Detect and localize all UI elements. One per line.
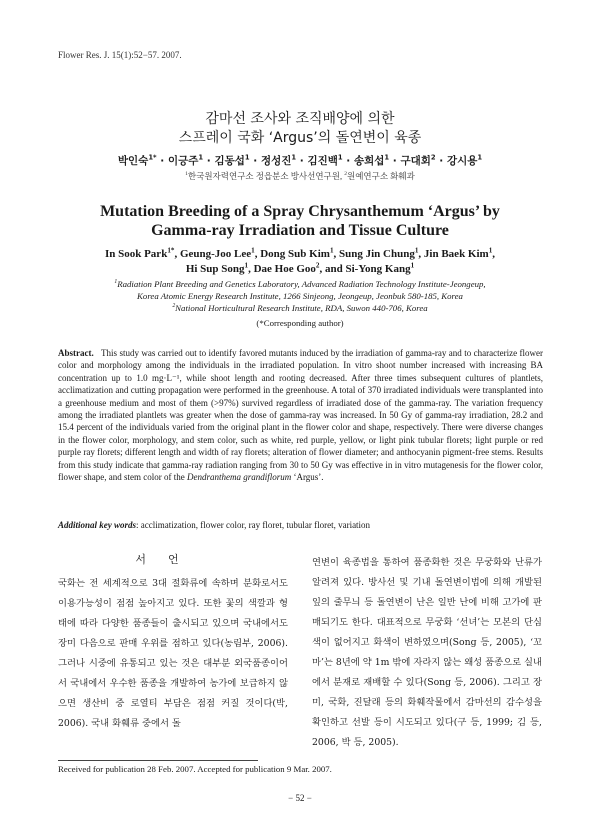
abstract: Abstract. This study was carried out to identify favored mutants induced by the irradiation of gamma-ray and to characterize flower color and morphology among the individuals in the irradiated population. In vitro shoot number increased with increasing BA concentration up to 1.0 mg·L⁻¹, while shoot length and rooting decreased. After three times subsequent cultures of plantlets, acclimatization and cutting propagation were performed in the greenhouse. A total of 370 irradiated individuals were transplanted into a greenhouse medium and most of them (>97%) survived regardless of irradiated dose of the gamma-ray. The variation frequency among the irradiated plantlets was greater when the dose of gamma-ray was increased. In 50 Gy of gamma-ray irradiation, 28.2 and 15.4 percent of the individuals varied from the original plant in the flower color and shape, respectively. There were diverse changes in the flower color, morphology, and stem color, such as white, red purple, yellow, or light pink tubular florets; light purple or red purple ray florets; different length and width of ray florets; alteration of flower diameter; and anthocyanin pigment-free stems. Results from this study indicate that gamma-ray radiation ranging from 30 to 50 Gy was effective in in vitro mutagenesis for the flower color, flower shape, and stem color of the Dendranthema grandiflorum ‘Argus’.: [58, 348, 544, 483]
keywords-text: : acclimatization, flower color, ray floret, tubular floret, variation: [136, 520, 371, 530]
affiliation-1-line1: $^1$Radiation Plant Breeding and Genetics Laboratory, Advanced Radiation Technology Institute-Jeongeup,: [114, 279, 486, 289]
english-title-line1: Mutation Breeding of a Spray Chrysanthemum ‘Argus’ by: [100, 203, 500, 220]
keywords: [58, 520, 543, 530]
body-column-left: 국화는 전 세계적으로 3대 절화류에 속하며 분화로서도 이용가능성이 점점 높아지고 있다. 또한 꽃의 색깔과 형태에 따라 다양한 품종들이 출시되고 있으며 국내에서도 장미 다음으로 판매 우위를 점하고 있다(농림부, 2006). 그러나 시중에 유통되고 있는 것은 대부분 외국품종이어서 국내에서 우수한 품종을 개발하여 농가에 보급하지 않으면 생산비 중 로열티 부담은 점점 커질 것이다(박, 2006). 국내 화훼류 중에서 돌: [58, 578, 288, 729]
affiliation-2: $^2$National Horticultural Research Institute, RDA, Suwon 440-706, Korea: [172, 303, 428, 313]
received-note: Received for publication 28 Feb. 2007. Accepted for publication 9 Mar. 2007.: [58, 764, 332, 774]
corresponding-author-note: (*Corresponding author): [256, 318, 344, 328]
page-number: − 52 −: [288, 793, 312, 803]
korean-title-line2: 스프레이 국화 ‘Argus’의 돌연변이 육종: [178, 130, 422, 146]
section-title-introduction: 서언: [135, 553, 201, 566]
keywords-label: Additional key words: [58, 520, 137, 530]
english-title-line2: Gamma-ray Irradiation and Tissue Culture: [151, 222, 449, 239]
body-column-right: 연변이 육종법을 통하여 품종화한 것은 무궁화와 난류가 알려져 있다. 방사선 및 기내 돌연변이법에 의해 개발된 잎의 줄무늬 등 돌연변이 난은 일반 난에 비해 고가에 판매되기도 한다. 대표적으로 무궁화 ‘선녀’는 모본의 단심색이 없어지고 화색이 변하였으며(Song 등, 2005), ‘꼬마’는 8년에 약 1m 밖에 자라지 않는 왜성 품종으로 실내에서 분재로 재배할 수 있다(Song 등, 2006). 그리고 장미, 국화, 진달래 등의 화훼작물에서 감마선의 감수성을 확인하고 선발 등이 시도되고 있다(구 등, 1999; 김 등, 2006, 박 등, 2005).: [312, 557, 542, 748]
journal-citation: Flower Res. J. 15(1):52−57. 2007.: [58, 50, 182, 60]
korean-title-line1: 감마선 조사와 조직배양에 의한: [205, 111, 395, 127]
english-authors-line1: In Sook Park$^{1*}$, Geung-Joo Lee$^1$, Dong Sub Kim$^1$, Sung Jin Chung$^1$, Jin Baek Kim$^1$,: [104, 246, 496, 260]
abstract-text: This study was carried out to identify favored mutants induced by the irradiation of gamma-ray and to characterize flower color and morphology among the individuals in the irradiated population. In vitro shoot number increased with increasing BA concentration up to 1.0 mg·L⁻¹, while shoot length and rooting decreased. After three times subsequent cultures of plantlets, acclimatization and cutting propagation were performed in the greenhouse. A total of 370 irradiated individuals were transplanted into a greenhouse medium and most of them (>97%) survived regardless of irradiated dose of the gamma-ray. The variation frequency among the irradiated plantlets was greater when the dose of gamma-ray was increased. In 50 Gy of gamma-ray irradiation, 28.2 and 15.4 percent of the individuals varied from the original plant in the flower color and shape, respectively. There were diverse changes in the flower color, morphology, and stem color, such as white, red purple, yellow, or light pink tubular florets; light purple or red purple ray florets; different length and width of ray florets; alteration of flower diameter; and anthocyanin pigment-free stems. Results from this study indicate that gamma-ray radiation ranging from 30 to 50 Gy was effective in in vitro mutagenesis for the flower color, flower shape, and stem color of the: [58, 348, 544, 483]
species-name: Dendranthema grandiflorum: [186, 472, 292, 483]
korean-affiliation: $^1$한국원자력연구소 정읍분소 방사선연구원, $^2$원예연구소 화훼과: [185, 171, 415, 181]
abstract-label: Abstract.: [58, 348, 94, 358]
korean-authors: 박인숙$^{1*}$ · 이긍주$^1$ · 김동섭$^1$ · 정성진$^1$ · 김진백$^1$ · 송희섭$^1$ · 구대회$^2$ · 강시용$^1$: [117, 153, 483, 167]
affiliation-1-line2: Korea Atomic Energy Research Institute, 1266 Sinjeong, Jeongeup, Jeonbuk 580-185, Korea: [137, 291, 463, 301]
footnote-divider: [58, 760, 258, 761]
english-authors-line2: Hi Sup Song$^1$, Dae Hoe Goo$^2$, and Si-Yong Kang$^1$: [185, 261, 415, 275]
